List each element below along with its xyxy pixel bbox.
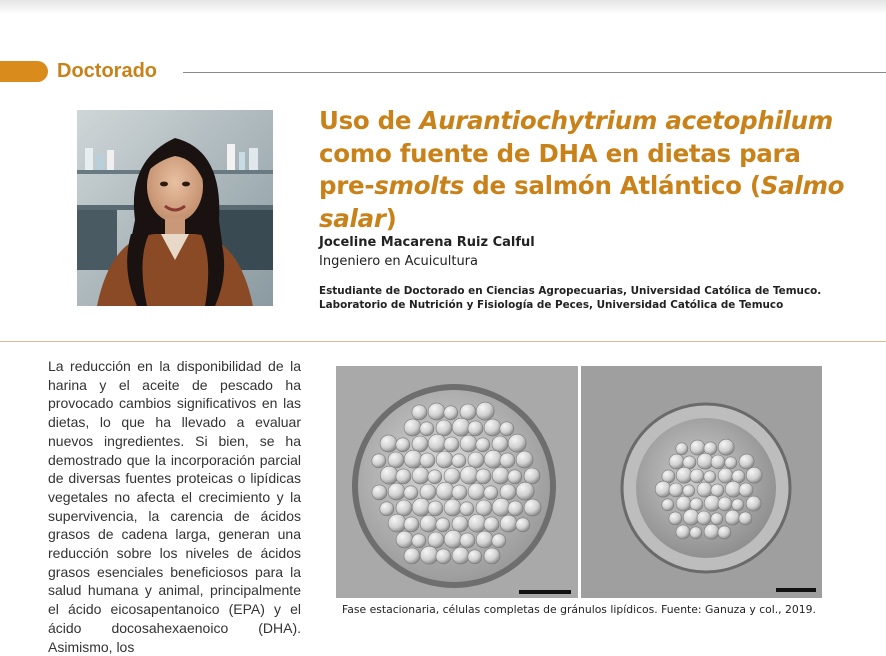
lipid-granule <box>476 500 492 516</box>
lipid-granule <box>500 422 514 436</box>
author-role: Ingeniero en Acuicultura <box>319 254 478 269</box>
lipid-granule <box>452 516 468 532</box>
lipid-granule <box>436 451 453 468</box>
lipid-granule <box>468 452 484 468</box>
lipid-granule <box>412 534 426 548</box>
lipid-granule <box>372 454 386 468</box>
lipid-granule <box>404 486 418 500</box>
lipid-granule <box>452 418 470 436</box>
lipid-granule <box>492 436 508 452</box>
lipid-granule <box>404 548 420 564</box>
lipid-granule <box>420 515 437 532</box>
section-rule <box>183 72 886 73</box>
top-shadow <box>0 0 886 14</box>
lipid-granule <box>725 510 740 525</box>
lipid-granule <box>412 405 427 420</box>
header-divider <box>0 341 886 342</box>
lipid-granule <box>412 436 428 452</box>
lipid-granule <box>404 450 422 468</box>
lipid-granule <box>396 438 410 452</box>
lipid-granule <box>746 467 762 483</box>
lipid-granule <box>704 471 716 483</box>
lipid-granule <box>460 502 474 516</box>
lipid-granule <box>739 512 752 525</box>
lipid-granule <box>484 517 499 532</box>
lipid-granule <box>669 454 684 469</box>
lipid-granule <box>420 453 435 468</box>
lipid-granule <box>468 483 485 500</box>
lipid-granule <box>683 485 695 497</box>
lipid-granule <box>711 455 725 469</box>
lipid-granule <box>492 467 509 484</box>
lipid-granule <box>508 501 523 516</box>
lipid-granule <box>396 469 411 484</box>
lipid-granule <box>662 499 674 511</box>
lipid-granule <box>739 483 753 497</box>
lipid-granule <box>476 402 494 420</box>
lipid-granule <box>468 514 486 532</box>
micrograph-figure <box>336 366 822 598</box>
lipid-granule <box>460 533 475 548</box>
lipid-granule <box>380 502 394 516</box>
lipid-granule <box>444 468 460 484</box>
lipid-granule <box>484 450 502 468</box>
lipid-granule <box>508 470 522 484</box>
lipid-granule <box>484 419 501 436</box>
lipid-granule <box>697 482 712 497</box>
author-photo <box>77 110 273 306</box>
lipid-granule <box>460 466 478 484</box>
lipid-granule <box>436 420 452 436</box>
lipid-granule <box>380 466 398 484</box>
lipid-granule <box>669 483 683 497</box>
lipid-granule <box>428 434 446 452</box>
lipid-granule <box>711 513 723 525</box>
lipid-granule <box>476 469 491 484</box>
lipid-granule <box>484 548 500 564</box>
lipid-granule <box>690 527 702 539</box>
lipid-granule <box>452 485 467 500</box>
lipid-granule <box>420 422 434 436</box>
lipid-granule <box>500 484 516 500</box>
lipid-granule <box>476 438 490 452</box>
lipid-granule <box>452 547 469 564</box>
lipid-granule <box>412 498 430 516</box>
lipid-granule <box>500 515 517 532</box>
lipid-granule <box>676 443 688 455</box>
lipid-granule <box>460 404 476 420</box>
lipid-granule <box>388 514 406 532</box>
section-marker <box>0 61 48 82</box>
lipid-granule <box>436 518 450 532</box>
article-title: Uso de Aurantiochytrium acetophilum como fuente de DHA en dietas para pre-smolts de salmón Atlántico (Salmo salar) <box>319 106 845 233</box>
lipid-granule <box>718 497 732 511</box>
lipid-granule <box>444 499 461 516</box>
lipid-granule <box>444 437 459 452</box>
lipid-granule <box>420 484 436 500</box>
lipid-granule <box>492 534 506 548</box>
affiliation-line-2: Laboratorio de Nutrición y Fisiología de Peces, Universidad Católica de Temuco <box>319 299 784 311</box>
lipid-granule <box>516 451 533 468</box>
lipid-granule <box>669 512 682 525</box>
lipid-granule <box>676 525 690 539</box>
lipid-granule <box>468 550 482 564</box>
lipid-granule <box>404 517 419 532</box>
body-paragraph: La reducción en la disponibilidad de la harina y el aceite de pescado ha provocado cambios significativos en las dietas, lo que ha llevado a evaluar nuevos ingredientes. Si bien, se ha demostrado que la incorporación parcial de diversas fuentes proteicas o lipídicas vegetales no afecta el crecimiento y la supervivencia, la carencia de ácidos grasos de cadena larga, generan una reducción sobre los niveles de ácidos grasos esenciales beneficiosos para la salud humana y animal, principalmente el ácido eicosapentanoico (EPA) y el ácido docosahexaenoico (DHA). Asimismo, los <box>48 358 301 655</box>
section-label: Doctorado <box>57 60 157 82</box>
lipid-granule <box>444 530 462 548</box>
lipid-granule <box>428 501 443 516</box>
lipid-granule <box>436 482 454 500</box>
lipid-granule <box>516 518 530 532</box>
lipid-granule <box>718 526 731 539</box>
author-affiliation <box>319 284 879 312</box>
lipid-granule <box>690 440 705 455</box>
lipid-granule <box>380 435 397 452</box>
lipid-granule <box>476 531 493 548</box>
lipid-granule <box>420 546 438 564</box>
lipid-granule <box>436 549 451 564</box>
lipid-granule <box>516 482 534 500</box>
lipid-granule <box>718 439 734 455</box>
lipid-granule <box>404 419 421 436</box>
lipid-granule <box>746 496 761 511</box>
lipid-granule <box>508 434 526 452</box>
lipid-granule <box>444 406 458 420</box>
lipid-granule <box>396 500 412 516</box>
lipid-granule <box>388 452 404 468</box>
lipid-granule <box>690 469 704 483</box>
lipid-granule <box>468 421 483 436</box>
lipid-granule <box>452 454 466 468</box>
affiliation-line-1: Estudiante de Doctorado en Ciencias Agropecuarias, Universidad Católica de Temuco. <box>319 285 822 297</box>
lipid-granule <box>412 467 429 484</box>
lipid-granule <box>492 498 510 516</box>
lipid-granule <box>739 454 754 469</box>
lipid-granule <box>484 486 498 500</box>
lipid-granule <box>428 532 444 548</box>
lipid-granule <box>396 531 413 548</box>
lipid-granule <box>388 483 405 500</box>
lipid-granule <box>524 468 540 484</box>
lipid-granule <box>500 453 515 468</box>
lipid-granule <box>718 468 733 483</box>
author-name: Joceline Macarena Ruiz Calful <box>319 235 535 250</box>
lipid-granule <box>732 499 744 511</box>
lipid-granule <box>428 470 442 484</box>
figure-caption: Fase estacionaria, células completas de gránulos lipídicos. Fuente: Ganuza y col., 2019. <box>342 603 816 616</box>
lipid-granule <box>704 524 719 539</box>
lipid-granule <box>524 499 541 516</box>
lipid-granule <box>460 435 477 452</box>
lipid-granule <box>372 485 387 500</box>
lipid-granule <box>676 496 691 511</box>
lipid-granule <box>428 403 445 420</box>
lipid-granule <box>697 511 711 525</box>
lipid-granule <box>725 457 737 469</box>
